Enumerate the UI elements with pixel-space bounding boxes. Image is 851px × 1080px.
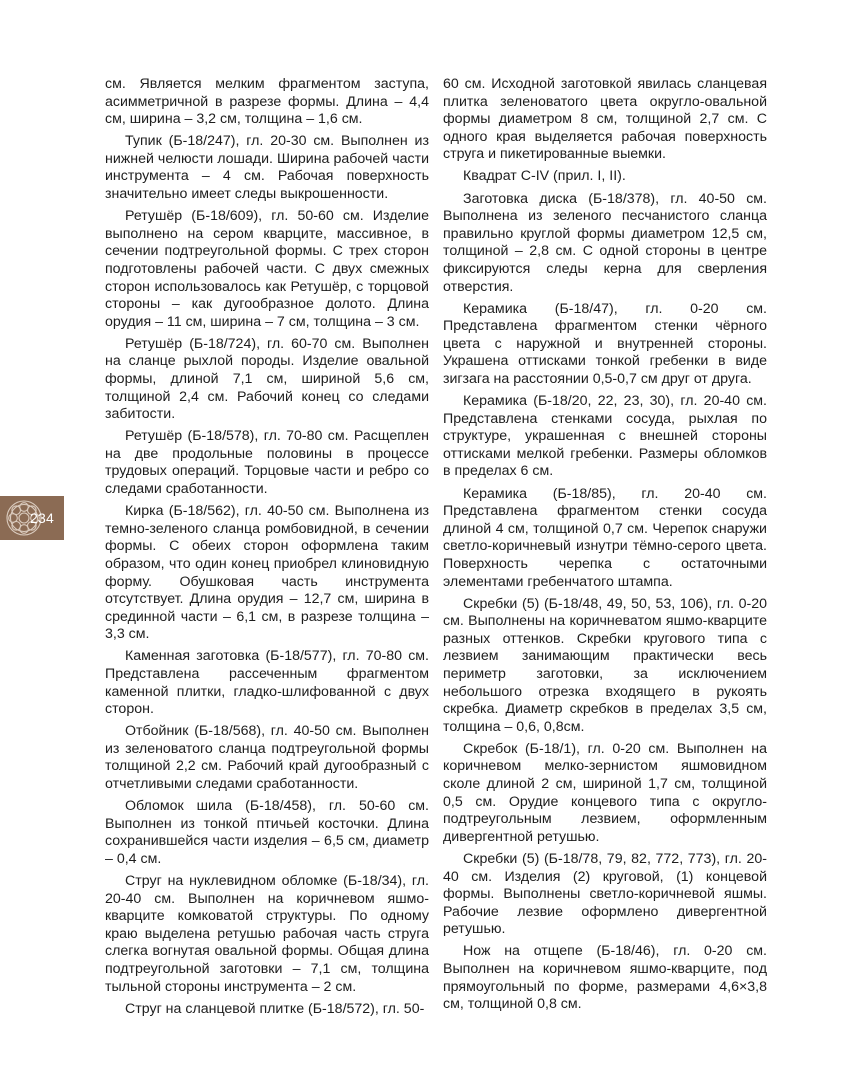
paragraph: Скребки (5) (Б-18/78, 79, 82, 772, 773), гл. 20-40 см. Изделия (2) круговой, (1) концевой формы. Выполнены светло-коричневой яшмы. Рабочие лезвие оформлено дивергентной ретушью. — [443, 850, 767, 938]
paragraph: Струг на сланцевой плитке (Б-18/572), гл. 50- — [125, 1000, 425, 1017]
paragraph: Скребок (Б-18/1), гл. 0-20 см. Выполнен на коричневом мелко-зернистом яшмовидном сколе длиной 2 см, шириной 1,7 см, толщиной 0,5 см. Орудие концевого типа с округло-подтреугольным лезвием, оформленным дивергентной ретушью. — [443, 740, 767, 845]
paragraph: Заготовка диска (Б-18/378), гл. 40-50 см. Выполнена из зеленого песчанистого сланца правильно круглой формы диаметром 12,5 см, толщиной – 2,8 см. С одной стороны в центре фиксируются следы керна для сверления отверстия. — [443, 190, 767, 295]
paragraph: Обломок шила (Б-18/458), гл. 50-60 см. Выполнен из тонкой птичьей косточки. Длина сохранившейся части изделия – 6,5 см, диаметр – 0,4 см. — [105, 798, 429, 867]
text-column-right — [443, 76, 767, 1014]
text-column-left — [105, 76, 429, 1018]
section-heading: Квадрат С-IV (прил. I, II). — [463, 168, 626, 185]
paragraph: Струг на нуклевидном обломке (Б-18/34), гл. 20-40 см. Выполнен на коричневом яшмо-кварците комковатой структуры. По одному краю выделена ретушью рабочая часть струга слегка вогнутая овальной формы. Общая длина подтреугольной заготовки – 7,1 см, толщина тыльной стороны инструмента – 2 см. — [105, 873, 429, 995]
paragraph: 60 см. Исходной заготовкой явилась сланцевая плитка зеленоватого цвета округло-овальной формы диаметром 8 см, толщиной 2,7 см. С одного края выделяется рабочая поверхность струга и пикетированные выемки. — [443, 76, 767, 163]
paragraph: Керамика (Б-18/47), гл. 0-20 см. Представлена фрагментом стенки чёрного цвета с наружной и внутренней стороны. Украшена оттисками тонкой гребенки в виде зигзага на расстоянии 0,5-0,7 см друг от друга. — [443, 300, 767, 387]
paragraph: Ретушёр (Б-18/724), гл. 60-70 см. Выполнен на сланце рыхлой породы. Изделие овальной формы, длиной 7,1 см, шириной 5,6 см, толщиной 2,4 см. Рабочий конец со следами забитости. — [105, 335, 429, 423]
paragraph: Кирка (Б-18/562), гл. 40-50 см. Выполнена из темно-зеленого сланца ромбовидной, в сечении формы. С обеих сторон оформлена таким образом, что один конец приобрел клиновидную форму. Обушковая часть инструмента отсутствует. Длина орудия – 12,7 см, ширина в срединной части – 6,1 см, в разрезе толщина – 3,3 см. — [105, 503, 429, 643]
paragraph: Тупик (Б-18/247), гл. 20-30 см. Выполнен из нижней челюсти лошади. Ширина рабочей части инструмента – 4 см. Рабочая поверхность значительно имеет следы выкрошенности. — [105, 133, 429, 203]
paragraph: Скребки (5) (Б-18/48, 49, 50, 53, 106), гл. 0-20 см. Выполнены на коричневатом яшмо-кварците разных оттенков. Скребки кругового типа с лезвием занимающим практически весь периметр заготовки, за исключением небольшого отрезка входящего в рукоять скребка. Диаметр скребков в пределах 3,5 см, толщина – 0,6, 0,8см. — [443, 595, 767, 735]
page-number: 234 — [30, 510, 54, 526]
paragraph: Отбойник (Б-18/568), гл. 40-50 см. Выполнен из зеленоватого сланца подтреугольной формы толщиной 2,2 см. Рабочий край дугообразный с отчетливыми следами сработанности. — [105, 723, 429, 793]
paragraph: Нож на отщепе (Б-18/46), гл. 0-20 см. Выполнен на коричневом яшмо-кварците, под прямоугольный по форме, размерами 4,6×3,8 см, толщиной 0,8 см. — [443, 943, 767, 1013]
paragraph: Ретушёр (Б-18/609), гл. 50-60 см. Изделие выполнено на сером кварците, массивное, в сечении подтреугольной формы. С трех сторон подготовлены рабочей части. С двух смежных сторон использовалось как Ретушёр, с торцовой стороны – как дугообразное долото. Длина орудия – 11 см, ширина – 7 см, толщина – 3 см. — [105, 208, 429, 330]
paragraph: Каменная заготовка (Б-18/577), гл. 70-80 см. Представлена рассеченным фрагментом каменной плитки, гладко-шлифованной с двух сторон. — [105, 648, 429, 718]
paragraph: Керамика (Б-18/85), гл. 20-40 см. Представлена фрагментом стенки сосуда длиной 4 см, толщиной 0,7 см. Черепок снаружи светло-коричневый изнутри тёмно-серого цвета. Поверхность черепка с остаточными элементами гребенчатого штампа. — [443, 485, 767, 590]
paragraph: Керамика (Б-18/20, 22, 23, 30), гл. 20-40 см. Представлена стенками сосуда, рыхлая по структуре, украшенная с внешней стороны оттисками мелкой гребенки. Размеры обломков в пределах 6 см. — [443, 393, 767, 480]
paragraph: Ретушёр (Б-18/578), гл. 70-80 см. Расщеплен на две продольные половины в процессе трудовых операций. Торцовые части и ребро со следами сработанности. — [105, 428, 429, 498]
page-number-tab — [0, 496, 64, 540]
paragraph: см. Является мелким фрагментом заступа, асимметричной в разрезе формы. Длина – 4,4 см, ширина – 3,2 см, толщина – 1,6 см. — [105, 76, 429, 128]
